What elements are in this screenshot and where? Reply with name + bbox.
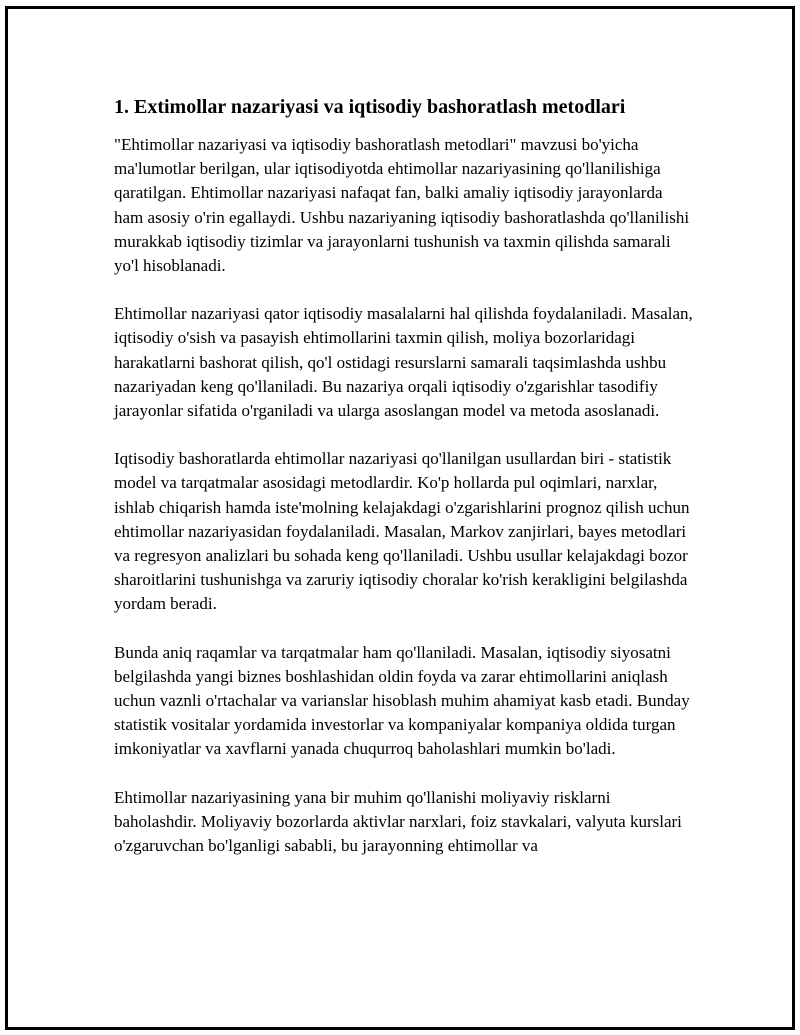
paragraph-4: Bunda aniq raqamlar va tarqatmalar ham qo'llaniladi. Masalan, iqtisodiy siyosatni belgilashda yangi biznes boshlashidan oldin foyda va zarar ehtimollarini aniqlash uchun vaznli o'rtachalar va varianslar hisoblash muhim ahamiyat kasb etadi. Bunday statistik vositalar yordamida investorlar va kompaniyalar kompaniya oldida turgan imkoniyatlar va xavflarni yanada chuqurroq baholashlari mumkin bo'ladi. xyxy=(114,642,690,759)
paragraph-2: Ehtimollar nazariyasi qator iqtisodiy masalalarni hal qilishda foydalaniladi. Masalan, iqtisodiy o'sish va pasayish ehtimollarini taxmin qilish, moliya bozorlaridagi harakatlarni bashorat qilish, qo'l ostidagi resurslarni samarali taqsimlashda ushbu nazariyadan keng qo'llaniladi. Bu nazariya orqali iqtisodiy o'zgarishlar tasodifiy jarayonlar sifatida o'rganiladi va ularga asoslangan model va metoda asoslanadi. xyxy=(114,304,693,421)
section-heading: 1. Extimollar nazariyasi va iqtisodiy bashoratlash metodlari xyxy=(114,96,626,118)
paragraph-1: "Ehtimollar nazariyasi va iqtisodiy bashoratlash metodlari" mavzusi bo'yicha ma'lumotlar berilgan, ular iqtisodiyotda ehtimollar nazariyasining qo'llanilishiga qaratilgan. Ehtimollar nazariyasi nafaqat fan, balki amaliy iqtisodiy jarayonlarda ham asosiy o'rin egallaydi. Ushbu nazariyaning iqtisodiy bashoratlashda qo'llanilishi murakkab iqtisodiy tizimlar va jarayonlarni tushunish va taxmin qilishda samarali yo'l hisoblanadi. xyxy=(114,135,690,276)
paragraph-5: Ehtimollar nazariyasining yana bir muhim qo'llanishi moliyaviy risklarni baholashdir. Moliyaviy bozorlarda aktivlar narxlari, foiz stavkalari, valyuta kurslari o'zgaruvchan bo'lganligi sababli, bu jarayonning ehtimollar va xyxy=(114,787,682,856)
paragraph-3: Iqtisodiy bashoratlarda ehtimollar nazariyasi qo'llanilgan usullardan biri - statistik model va tarqatmalar asosidagi metodlardir. Ko'p hollarda pul oqimlari, narxlar, ishlab chiqarish hamda iste'molning kelajakdagi o'zgarishlarini prognoz qilish uchun ehtimollar nazariyasidan foydalaniladi. Masalan, Markov zanjirlari, bayes metodlari va regresyon analizlari bu sohada keng qo'llaniladi. Ushbu usullar kelajakdagi bozor sharoitlarini tushunishga va zaruriy iqtisodiy choralar ko'rish kerakligini belgilashda yordam beradi. xyxy=(114,449,690,614)
document-body xyxy=(114,93,694,882)
